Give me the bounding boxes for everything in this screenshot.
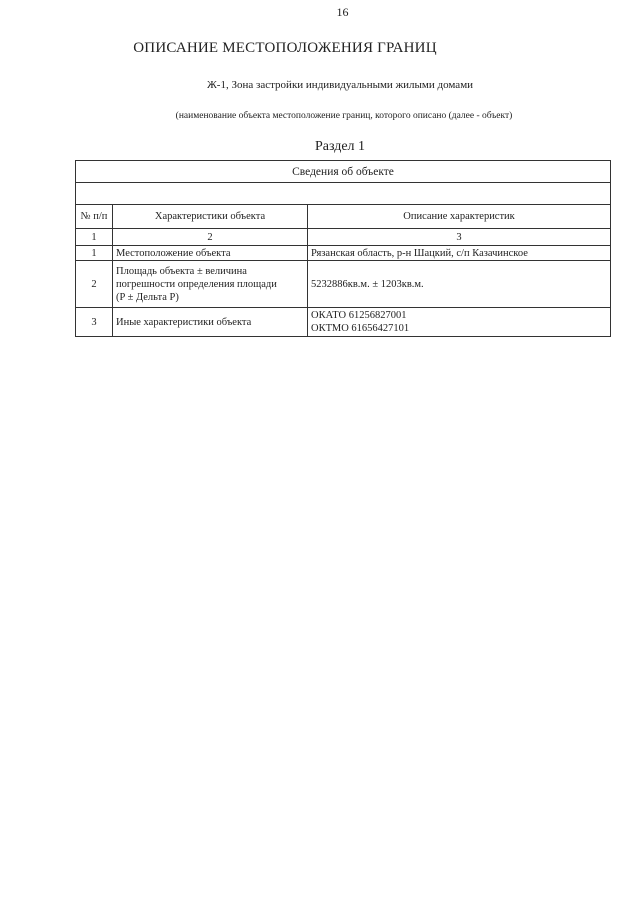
description-line: ОКАТО 61256827001 [311,310,407,321]
characteristic-line: (P ± Дельта P) [116,291,179,303]
row-characteristic: Иные характеристики объекта [113,308,308,337]
page-number: 16 [336,5,349,19]
table-row [76,261,611,308]
row-description: Рязанская область, р-н Шацкий, с/п Казачинское [308,246,611,261]
object-caption: (наименование объекта местоположение границ, которого описано (далее - объект) [175,111,513,121]
column-number: 2 [113,229,308,246]
characteristic-line: Площадь объекта ± величина [116,265,247,277]
characteristic-line: погрешности определения площади [116,278,277,290]
column-header-number: № п/п [76,205,113,229]
table-empty-row [76,183,611,205]
column-header-description: Описание характеристик [308,205,611,229]
table-row [76,308,611,337]
object-name: Ж-1, Зона застройки индивидуальными жилыми домами [206,79,474,91]
row-characteristic: Местоположение объекта [113,246,308,261]
row-description [308,308,611,337]
section-title: Раздел 1 [314,139,366,154]
table-row [76,246,611,261]
document-title: ОПИСАНИЕ МЕСТОПОЛОЖЕНИЯ ГРАНИЦ [133,40,437,56]
row-description: 5232886кв.м. ± 1203кв.м. [308,261,611,308]
description-line: ОКТМО 61656427101 [311,323,410,334]
column-number: 1 [76,229,113,246]
table-heading: Сведения об объекте [76,161,611,183]
row-number: 3 [76,308,113,337]
row-number: 1 [76,246,113,261]
column-header-characteristic: Характеристики объекта [113,205,308,229]
object-info-table [75,160,611,337]
column-number: 3 [308,229,611,246]
row-number: 2 [76,261,113,308]
row-characteristic [113,261,308,308]
